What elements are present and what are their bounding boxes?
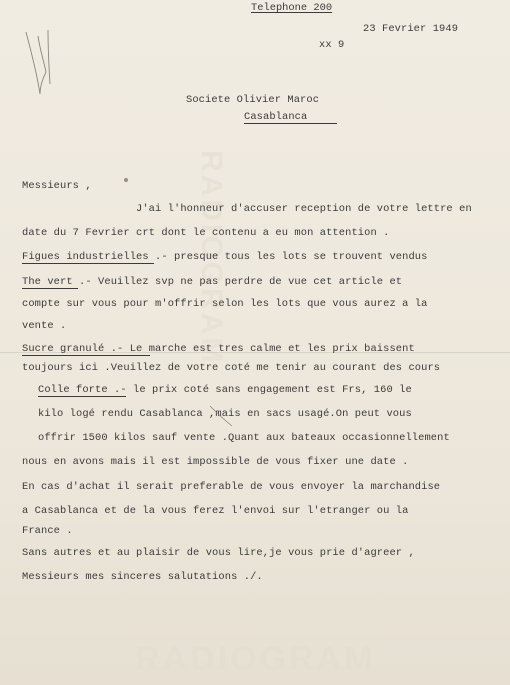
ink-dot: [124, 178, 128, 182]
telephone-number: Telephone 200: [251, 2, 333, 14]
recipient-city: Casablanca: [244, 111, 308, 123]
body-line: vente .: [22, 320, 67, 332]
salutation: Messieurs ,: [22, 180, 92, 192]
heading-underline: [22, 263, 154, 264]
heading-underline: [22, 288, 78, 289]
body-line: date du 7 Fevrier crt dont le contenu a eu mon attention .: [22, 227, 390, 239]
watermark-vertical: RADIOGRAM: [195, 150, 228, 366]
body-line: toujours ici .Veuillez de votre coté me tenir au courant des cours: [22, 362, 441, 374]
body-line: nous en avons mais il est impossible de vous fixer une date .: [22, 456, 409, 468]
body-line: The vert .- Veuillez svp ne pas perdre de vue cet article et: [22, 276, 403, 288]
body-line: Figues industrielles .- presque tous les lots se trouvent vendus: [22, 251, 428, 263]
body-line: compte sur vous pour m'offrir selon les lots que vous aurez a la: [22, 298, 428, 310]
body-line: kilo logé rendu Casablanca ,mais en sacs usagé.On peut vous: [38, 408, 412, 420]
body-line: a Casablanca et de la vous ferez l'envoi sur l'etranger ou la: [22, 505, 409, 517]
body-line: J'ai l'honneur d'accuser reception de votre lettre en: [136, 203, 472, 215]
pencil-tick: [208, 404, 238, 430]
body-line: Sucre granulé .- Le marche est tres calme et les prix baissent: [22, 343, 415, 355]
body-line: Colle forte .- le prix coté sans engagement est Frs, 160 le: [38, 384, 412, 396]
heading-underline: [22, 355, 150, 356]
body-line: France .: [22, 525, 73, 537]
address-underline: [244, 123, 337, 124]
heading-underline: [38, 396, 126, 397]
pencil-annotation: [22, 28, 62, 103]
body-line: Sans autres et au plaisir de vous lire,je vous prie d'agreer ,: [22, 547, 415, 559]
body-line: offrir 1500 kilos sauf vente .Quant aux bateaux occasionnellement: [38, 432, 450, 444]
letter-date: 23 Fevrier 1949: [363, 23, 459, 35]
reference-number: xx 9: [319, 39, 345, 51]
body-line: En cas d'achat il serait preferable de vous envoyer la marchandise: [22, 481, 441, 493]
watermark-bottom: RADIOGRAM: [135, 640, 376, 678]
body-line: Messieurs mes sinceres salutations ./.: [22, 571, 263, 583]
recipient-name: Societe Olivier Maroc: [186, 94, 320, 106]
